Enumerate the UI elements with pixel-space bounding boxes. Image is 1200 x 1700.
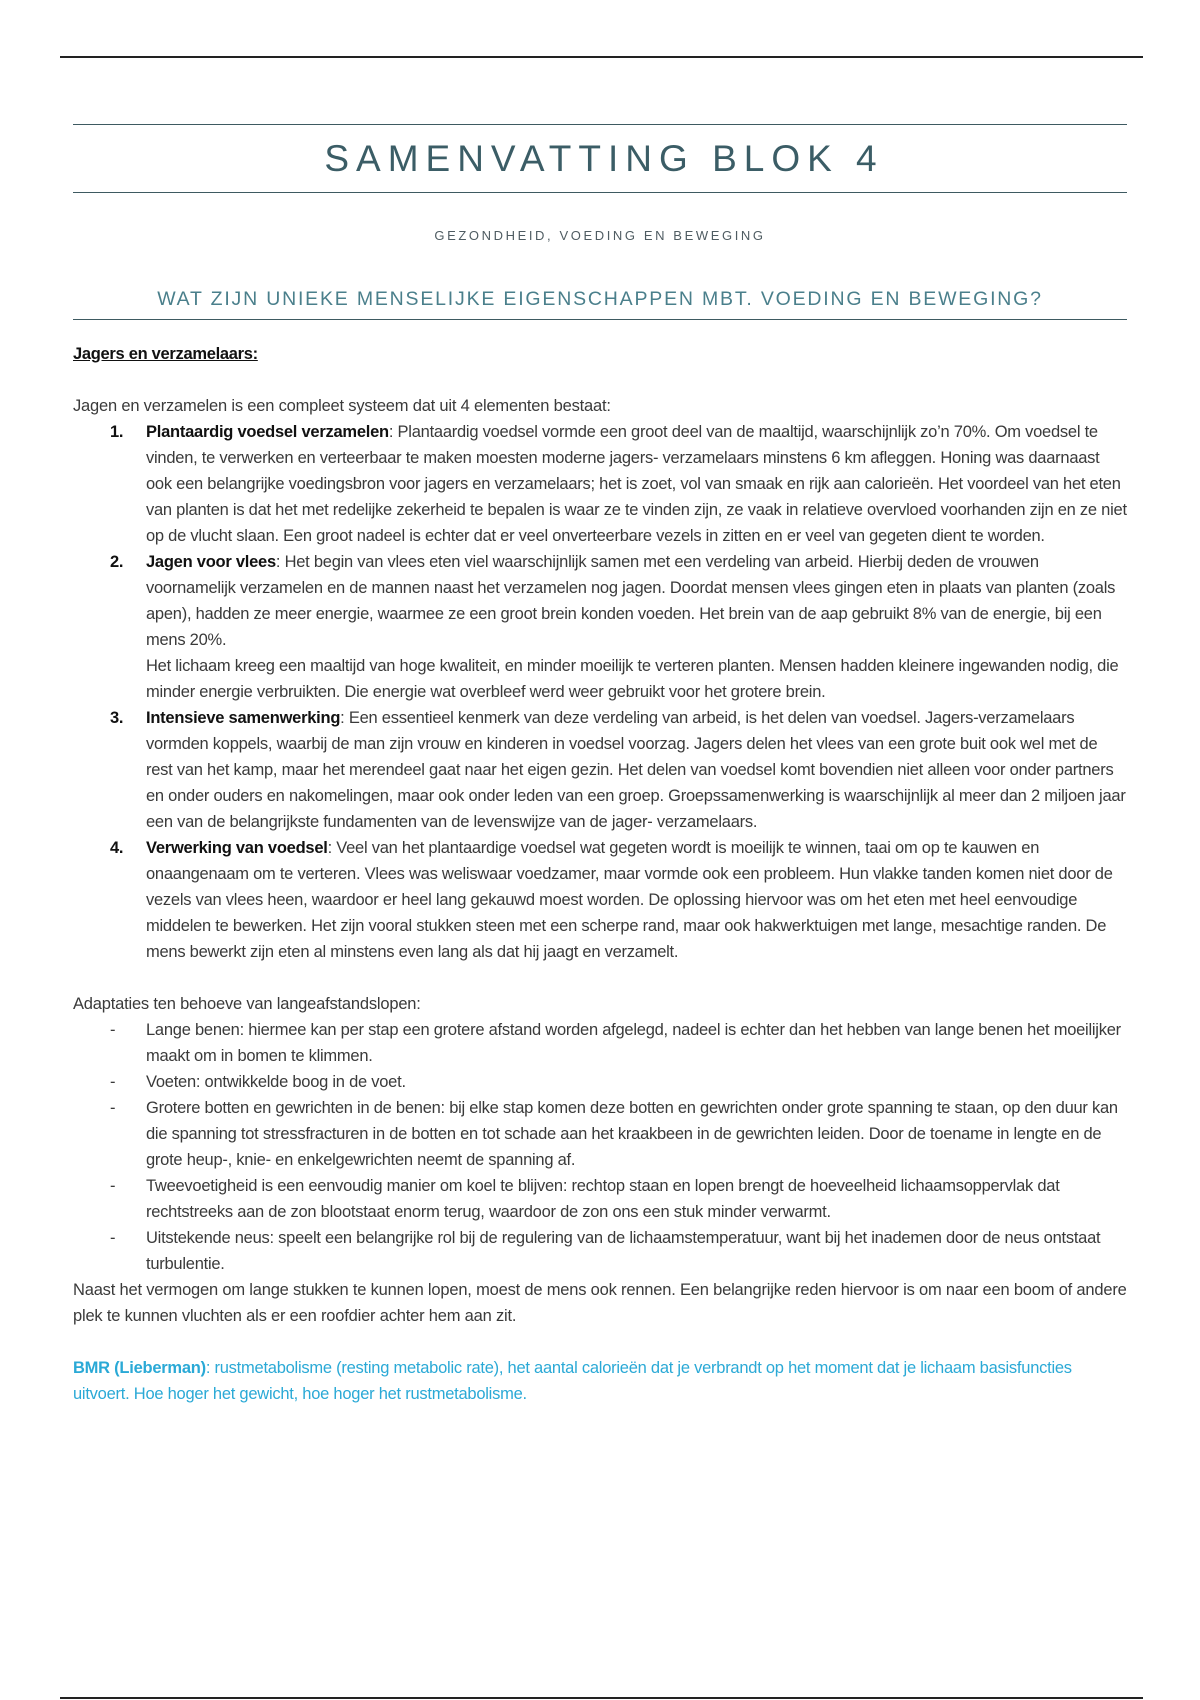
- bmr-term: BMR (Lieberman): [73, 1359, 206, 1377]
- bullet-dash: -: [110, 1021, 116, 1039]
- adaptations-intro: Adaptaties ten behoeve van langeafstandslopen:: [73, 995, 421, 1013]
- list-item: [73, 1173, 1127, 1225]
- subheading-jagers: Jagers en verzamelaars:: [73, 345, 258, 363]
- bullet-dash: -: [110, 1099, 116, 1117]
- spacer: [73, 367, 1127, 393]
- bullet-dash: -: [110, 1229, 116, 1247]
- adaptations-list: [73, 1017, 1127, 1277]
- title-box: [73, 124, 1127, 193]
- list-item: [73, 1017, 1127, 1069]
- list-term: Verwerking van voedsel: [146, 839, 328, 857]
- document-body: [73, 124, 1127, 1407]
- elements-list: [73, 419, 1127, 965]
- list-text: : Een essentieel kenmerk van deze verdeling van arbeid, is het delen van voedsel. Jagers-verzamelaars vormden koppels, waarbij de man zijn vrouw en kinderen in voedsel voorzag. Jagers delen het vlees van een grote buit ook wel met de rest van het kamp, maar het merendeel gaat naar het eigen gezin. Het delen van voedsel komt bovendien niet alleen voor onder partners en onder ouders en nakomelingen, maar ook onder leden van een groep. Groepssamenwerking is waarschijnlijk al meer dan 2 miljoen jaar een van de belangrijkste fundamenten van de levenswijze van de jager- verzamelaars.: [146, 709, 1126, 831]
- list-item: [73, 419, 1127, 549]
- running-paragraph: Naast het vermogen om lange stukken te kunnen lopen, moest de mens ook rennen. Een belangrijke reden hiervoor is om naar een boom of andere plek te kunnen vluchten als er een roofdier achter hem aan zit.: [73, 1281, 1127, 1325]
- list-item: [73, 1095, 1127, 1173]
- list-text: : Plantaardig voedsel vormde een groot deel van de maaltijd, waarschijnlijk zo’n 70%. Om voedsel te vinden, te verwerken en verteerbaar te maken moesten moderne jagers- verzamelaars minstens 6 km afleggen. Honing was daarnaast ook een belangrijke voedingsbron voor jagers en verzamelaars; het is zoet, vol van smaak en rijk aan calorieën. Het voordeel van het eten van planten is dat het met redelijke zekerheid te bepalen is waar ze te vinden zijn, ze vaak in relatieve overvloed voorhanden zijn en ze niet op de vlucht slaan. Een groot nadeel is echter dat er veel onverteerbare vezels in zitten en er veel van gegeten dient te worden.: [146, 423, 1127, 545]
- bullet-dash: -: [110, 1073, 116, 1091]
- adaptation-text: Tweevoetigheid is een eenvoudig manier om koel te blijven: rechtop staan en lopen brengt de hoeveelheid lichaamsoppervlak dat rechtstreeks aan de zon blootstaat enorm terug, waardoor de zon ons een stuk minder verwarmt.: [146, 1177, 1060, 1221]
- bullet-dash: -: [110, 1177, 116, 1195]
- document-subtitle: GEZONDHEID, VOEDING EN BEWEGING: [434, 228, 766, 243]
- list-number: 1.: [110, 423, 124, 441]
- list-term: Jagen voor vlees: [146, 553, 276, 571]
- list-number: 3.: [110, 709, 124, 727]
- adaptation-text: Uitstekende neus: speelt een belangrijke rol bij de regulering van de lichaamstemperatuur, want bij het inademen door de neus ontstaat turbulentie.: [146, 1229, 1101, 1273]
- list-item: [73, 549, 1127, 705]
- adaptation-text: Grotere botten en gewrichten in de benen: bij elke stap komen deze botten en gewrichten onder grote spanning te staan, op den duur kan die spanning tot stressfracturen in de botten en tot schade aan het kraakbeen in de gewrichten leiden. Door de toename in lengte en de grote heup-, knie- en enkelgewrichten neemt de spanning af.: [146, 1099, 1118, 1169]
- spacer: [73, 965, 1127, 991]
- list-extra-text: Het lichaam kreeg een maaltijd van hoge kwaliteit, en minder moeilijk te verteren planten. Mensen hadden kleinere ingewanden nodig, die minder energie verbruikten. Die energie wat overbleef werd weer gebruikt voor het grotere brein.: [146, 657, 1119, 701]
- list-text: : Het begin van vlees eten viel waarschijnlijk samen met een verdeling van arbeid. Hierbij deden de vrouwen voornamelijk verzamelen en de mannen naast het verzamelen nog jagen. Doordat mensen vlees gingen eten in plaats van planten (zoals apen), hadden ze meer energie, waarmee ze een groot brein konden voeden. Het brein van de aap gebruikt 8% van de energie, bij een mens 20%.: [146, 553, 1116, 649]
- list-number: 2.: [110, 553, 124, 571]
- list-text: : Veel van het plantaardige voedsel wat gegeten wordt is moeilijk te winnen, taai om op te kauwen en onaangenaam om te verteren. Vlees was weliswaar voedzamer, maar vormde ook een probleem. Hun vlakke tanden komen niet door de vezels van vlees heen, waardoor er heel lang gekauwd moest worden. De oplossing hiervoor was om het eten met heel eenvoudige middelen te bewerken. Het zijn vooral stukken steen met een scherpe rand, maar ook hakwerktuigen met lange, mesachtige randen. De mens bewerkt zijn eten al minstens even lang als dat hij jaagt en verzamelt.: [146, 839, 1113, 961]
- page-top-rule: [60, 56, 1143, 58]
- list-item: [73, 1069, 1127, 1095]
- page-bottom-rule: [60, 1697, 1143, 1699]
- section-heading: WAT ZIJN UNIEKE MENSELIJKE EIGENSCHAPPEN MBT. VOEDING EN BEWEGING?: [73, 287, 1127, 320]
- list-item: [73, 705, 1127, 835]
- bmr-definition: [73, 1355, 1127, 1407]
- list-term: Intensieve samenwerking: [146, 709, 341, 727]
- list-item: [73, 1225, 1127, 1277]
- adaptation-text: Voeten: ontwikkelde boog in de voet.: [146, 1073, 406, 1091]
- document-title: SAMENVATTING BLOK 4: [324, 138, 884, 179]
- list-number: 4.: [110, 839, 124, 857]
- list-item: [73, 835, 1127, 965]
- intro-text: Jagen en verzamelen is een compleet systeem dat uit 4 elementen bestaat:: [73, 397, 611, 415]
- bmr-text: : rustmetabolisme (resting metabolic rate), het aantal calorieën dat je verbrandt op het moment dat je lichaam basisfuncties uitvoert. Hoe hoger het gewicht, hoe hoger het rustmetabolisme.: [73, 1359, 1072, 1403]
- list-term: Plantaardig voedsel verzamelen: [146, 423, 389, 441]
- adaptation-text: Lange benen: hiermee kan per stap een grotere afstand worden afgelegd, nadeel is echter dan het hebben van lange benen het moeilijker maakt om in bomen te klimmen.: [146, 1021, 1121, 1065]
